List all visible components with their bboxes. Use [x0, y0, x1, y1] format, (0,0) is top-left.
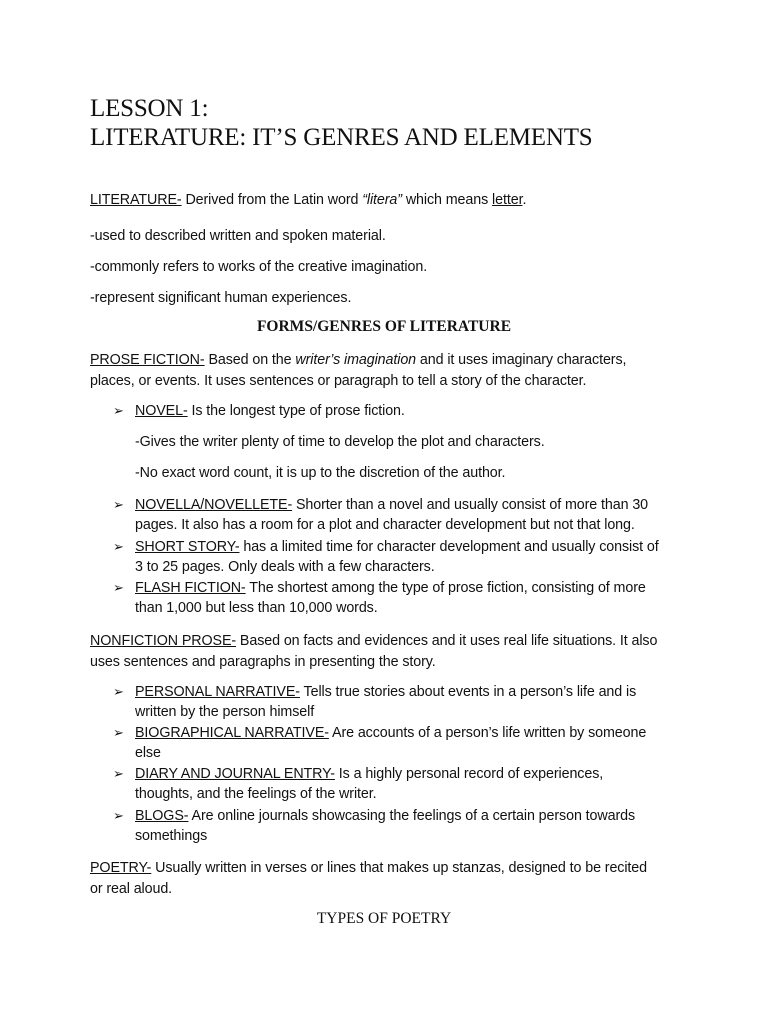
novel-item: NOVEL- Is the longest type of prose fiction.: [135, 403, 405, 419]
novel-sub-2: -No exact word count, it is up to the discretion of the author.: [135, 465, 506, 481]
prose-fiction-line2: places, or events. It uses sentences or paragraph to tell a story of the character.: [90, 373, 587, 389]
arrow-bullet-icon: ➢: [113, 539, 124, 554]
prose-fiction-term: PROSE FICTION-: [90, 352, 205, 368]
arrow-bullet-icon: ➢: [113, 808, 124, 823]
novel-sub-1: -Gives the writer plenty of time to develop the plot and characters.: [135, 434, 545, 450]
flash-fiction-item: FLASH FICTION- The shortest among the type of prose fiction, consisting of more: [135, 580, 646, 596]
short-story-item: SHORT STORY- has a limited time for character development and usually consist of: [135, 539, 659, 555]
literature-point-2: -commonly refers to works of the creative imagination.: [90, 259, 428, 275]
nonfiction-term: NONFICTION PROSE-: [90, 633, 237, 649]
personal-narrative-item: PERSONAL NARRATIVE- Tells true stories about events in a person’s life and is: [135, 684, 637, 700]
lesson-title: LITERATURE: IT’S GENRES AND ELEMENTS: [90, 124, 593, 151]
latin-word: “litera”: [362, 192, 402, 208]
blogs-line2: somethings: [135, 828, 208, 844]
literature-point-3: -represent significant human experiences.: [90, 290, 352, 306]
lesson-number: LESSON 1:: [90, 95, 209, 122]
diary-item: DIARY AND JOURNAL ENTRY- Is a highly personal record of experiences,: [135, 766, 604, 782]
nonfiction-line2: uses sentences and paragraphs in presenting the story.: [90, 654, 436, 670]
arrow-bullet-icon: ➢: [113, 497, 124, 512]
blogs-item: BLOGS- Are online journals showcasing the feelings of a certain person towards: [135, 808, 636, 824]
arrow-bullet-icon: ➢: [113, 684, 124, 699]
poetry-definition: POETRY- Usually written in verses or lines that makes up stanzas, designed to be recited: [90, 860, 648, 876]
flash-fiction-line2: than 1,000 but less than 10,000 words.: [135, 600, 378, 616]
biographical-narrative-item: BIOGRAPHICAL NARRATIVE- Are accounts of a person’s life written by someone: [135, 725, 647, 741]
poetry-line2: or real aloud.: [90, 881, 173, 897]
arrow-bullet-icon: ➢: [113, 403, 124, 418]
diary-line2: thoughts, and the feelings of the writer.: [135, 786, 377, 802]
poetry-term: POETRY-: [90, 860, 152, 876]
forms-heading: FORMS/GENRES OF LITERATURE: [256, 318, 512, 335]
arrow-bullet-icon: ➢: [113, 766, 124, 781]
nonfiction-definition: NONFICTION PROSE- Based on facts and evidences and it uses real life situations. It also: [90, 633, 658, 649]
biographical-narrative-line2: else: [135, 745, 161, 761]
short-story-line2: 3 to 25 pages. Only deals with a few characters.: [135, 559, 435, 575]
types-of-poetry-heading: TYPES OF POETRY: [316, 910, 452, 927]
literature-term: LITERATURE-: [90, 192, 182, 208]
prose-fiction-definition: PROSE FICTION- Based on the writer’s imagination and it uses imaginary characters,: [90, 352, 627, 368]
literature-definition: LITERATURE- Derived from the Latin word “litera” which means letter.: [90, 192, 527, 208]
arrow-bullet-icon: ➢: [113, 725, 124, 740]
arrow-bullet-icon: ➢: [113, 580, 124, 595]
meaning-word: letter: [492, 192, 523, 208]
personal-narrative-line2: written by the person himself: [135, 704, 315, 720]
novella-line2: pages. It also has a room for a plot and character development but not that long.: [135, 517, 635, 533]
literature-point-1: -used to described written and spoken material.: [90, 228, 386, 244]
novella-item: NOVELLA/NOVELLETE- Shorter than a novel and usually consist of more than 30: [135, 497, 649, 513]
